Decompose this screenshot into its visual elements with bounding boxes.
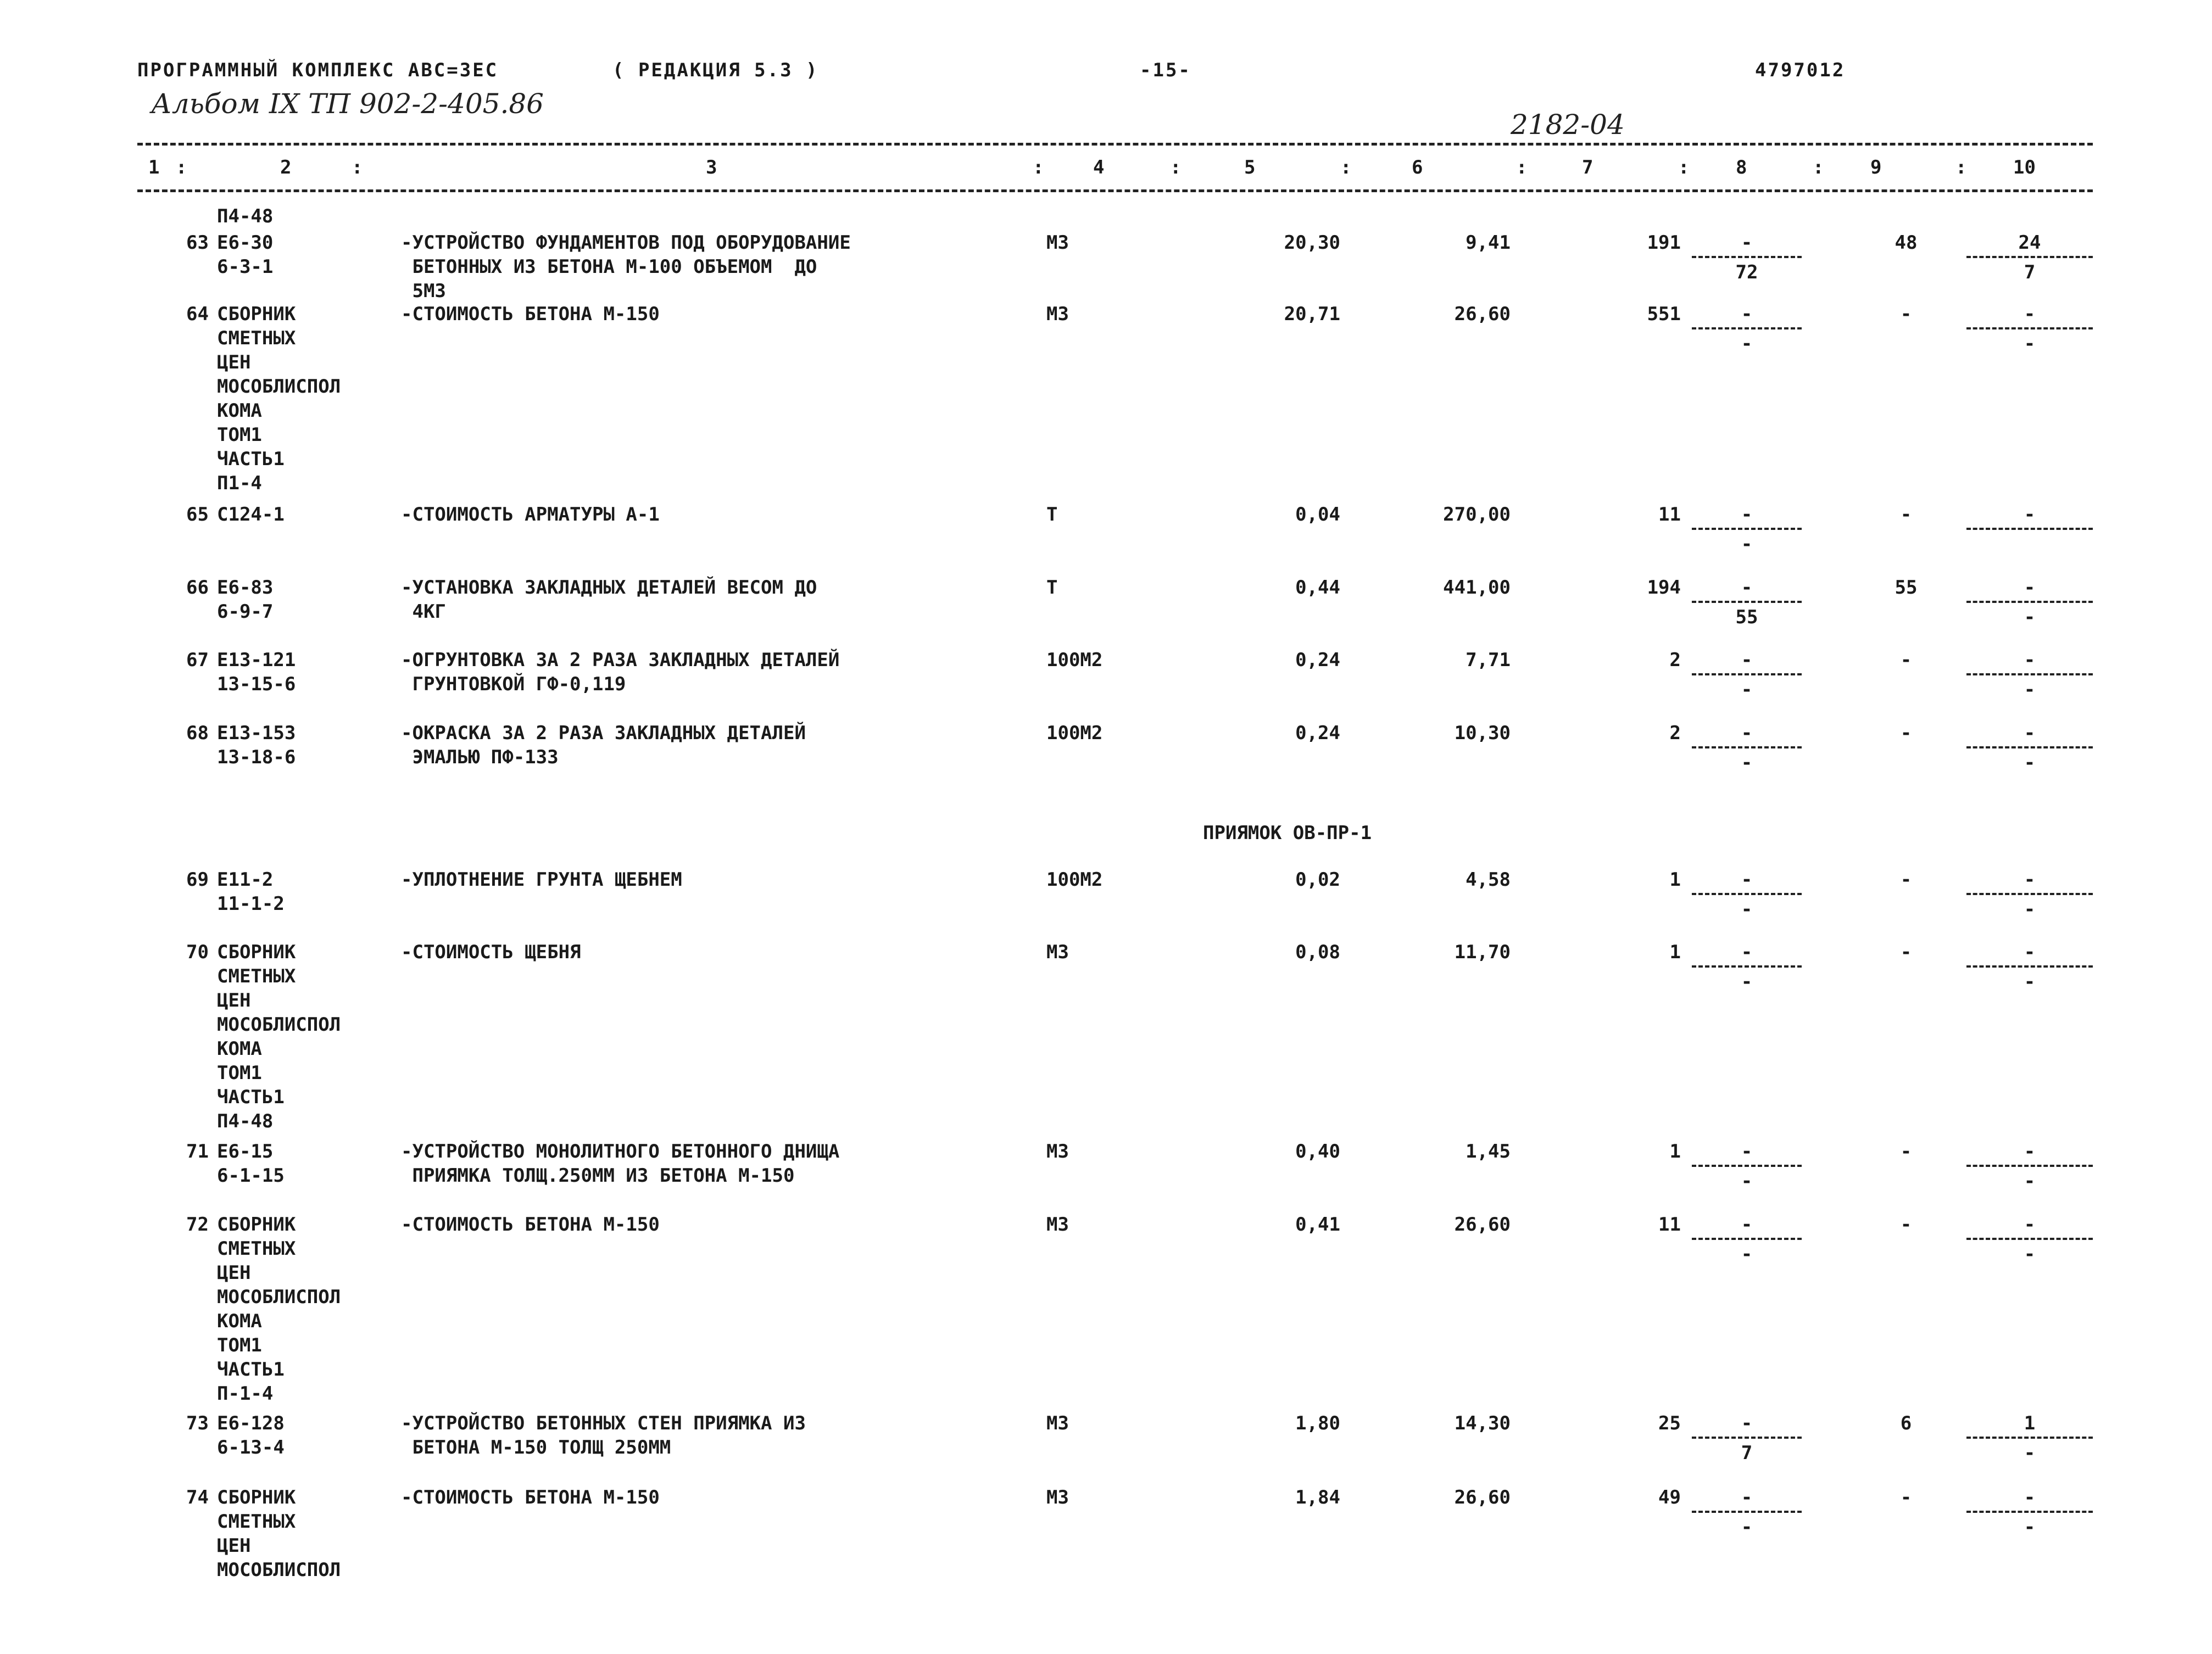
program-title: ПРОГРАММНЫЙ КОМПЛЕКС АВС=3ЕС (137, 59, 499, 81)
row-col8 (1692, 502, 1802, 557)
row-col9: - (1900, 941, 1912, 963)
row-number: 70 (186, 941, 209, 963)
row-unit-price: 14,30 (1454, 1412, 1511, 1434)
row-col10 (1966, 940, 2093, 995)
row-col8-bottom: - (1741, 1516, 1753, 1538)
row-col10-top: - (2024, 649, 2036, 671)
row-col10 (1966, 1139, 2093, 1194)
row-col8 (1692, 302, 1802, 357)
row-col8-top: - (1741, 1487, 1753, 1508)
row-col10-rule (1966, 1165, 2093, 1167)
row-col8-top: - (1741, 1214, 1753, 1236)
row-number: 72 (186, 1214, 209, 1236)
row-code: СБОРНИК СМЕТНЫХ ЦЕН МОСОБЛИСПОЛ КОМА ТОМ1 ЧАСТЬ1 П4-48 (217, 941, 341, 1132)
row-col10-bottom: - (2024, 606, 2036, 628)
row-col8-bottom: - (1741, 752, 1753, 774)
row-quantity: 0,44 (1295, 577, 1340, 599)
row-col8 (1692, 1411, 1802, 1466)
row-unit: Т (1046, 504, 1058, 526)
row-number: 68 (186, 722, 209, 744)
row-description: -СТОИМОСТЬ БЕТОНА М-150 (401, 303, 660, 325)
row-col8 (1692, 575, 1802, 630)
row-quantity: 20,71 (1284, 303, 1340, 325)
row-code: Е6-30 6-3-1 (217, 232, 274, 278)
row-unit: Т (1046, 577, 1058, 599)
row-unit-price: 11,70 (1454, 941, 1511, 963)
row-col8-bottom: 72 (1735, 261, 1758, 283)
album-handwritten: Альбом IX ТП 902-2-405.86 (151, 88, 544, 120)
row-col8-bottom: - (1741, 1170, 1753, 1192)
row-col8 (1692, 231, 1802, 286)
row-total: 25 (1658, 1412, 1681, 1434)
row-col8 (1692, 648, 1802, 703)
row-col9: - (1900, 1214, 1912, 1236)
row-col10-top: 1 (2024, 1412, 2036, 1434)
row-col10-top: - (2024, 869, 2036, 891)
row-quantity: 0,24 (1295, 649, 1340, 671)
row-unit-price: 26,60 (1454, 303, 1511, 325)
document-number: 4797012 (1755, 59, 1846, 81)
row-col10-rule (1966, 673, 2093, 675)
row-col8-bottom: - (1741, 1243, 1753, 1265)
row-col10-bottom: - (2024, 898, 2036, 920)
col-10: 10 (2013, 157, 2036, 178)
row-unit: М3 (1046, 1214, 1069, 1236)
row-col10-top: - (2024, 1487, 2036, 1508)
row-total: 11 (1658, 504, 1681, 526)
page-number: -15- (1140, 59, 1191, 81)
row-unit-price: 4,58 (1466, 869, 1511, 891)
row-col10 (1966, 648, 2093, 703)
row-unit-price: 10,30 (1454, 722, 1511, 744)
row-col8 (1692, 1139, 1802, 1194)
row-unit-price: 270,00 (1443, 504, 1511, 526)
row-number: 71 (186, 1141, 209, 1163)
row-col8-rule (1692, 601, 1802, 603)
row-quantity: 1,80 (1295, 1412, 1340, 1434)
row-code: СБОРНИК СМЕТНЫХ ЦЕН МОСОБЛИСПОЛ КОМА ТОМ1 ЧАСТЬ1 П1-4 (217, 303, 341, 494)
row-total: 191 (1647, 232, 1681, 254)
row-col8-bottom: - (1741, 333, 1753, 355)
row-col8-rule (1692, 327, 1802, 329)
row-number: 73 (186, 1412, 209, 1434)
row-col8 (1692, 721, 1802, 776)
row-col10 (1966, 1411, 2093, 1466)
row-col8-bottom: - (1741, 533, 1753, 555)
row-number: 65 (186, 504, 209, 526)
row-description: -СТОИМОСТЬ БЕТОНА М-150 (401, 1214, 660, 1236)
header-rule-bottom (137, 189, 2093, 192)
row-code: С124-1 (217, 504, 285, 526)
row-col9: 55 (1895, 577, 1918, 599)
row-col10-rule (1966, 327, 2093, 329)
row-col8-top: - (1741, 303, 1753, 325)
row-total: 2 (1669, 722, 1681, 744)
row-col8-rule (1692, 1165, 1802, 1167)
row-description: -ОКРАСКА ЗА 2 РАЗА ЗАКЛАДНЫХ ДЕТАЛЕЙ ЭМАЛЬЮ ПФ-133 (401, 722, 806, 768)
section-title: ПРИЯМОК ОВ-ПР-1 (1203, 822, 1372, 844)
row-number: 66 (186, 577, 209, 599)
row-number: 69 (186, 869, 209, 891)
row-unit: М3 (1046, 232, 1069, 254)
row-col10 (1966, 721, 2093, 776)
row-col8-top: - (1741, 577, 1753, 599)
row-col10 (1966, 231, 2093, 286)
row-col10-bottom: - (2024, 1516, 2036, 1538)
row-col10-rule (1966, 1511, 2093, 1513)
col-2: 2 (280, 157, 292, 178)
row-total: 1 (1669, 869, 1681, 891)
row-description: -СТОИМОСТЬ АРМАТУРЫ А-1 (401, 504, 660, 526)
row-col10-top: - (2024, 577, 2036, 599)
row-quantity: 0,41 (1295, 1214, 1340, 1236)
row-col10-top: - (2024, 303, 2036, 325)
row-col8-rule (1692, 1437, 1802, 1439)
row-col8-top: - (1741, 941, 1753, 963)
row-col10-rule (1966, 893, 2093, 895)
col-7: 7 (1582, 157, 1593, 178)
row-col10-rule (1966, 1238, 2093, 1240)
row-code: Е6-83 6-9-7 (217, 577, 274, 623)
row-col8-top: - (1741, 722, 1753, 744)
col-4: 4 (1093, 157, 1105, 178)
row-quantity: 1,84 (1295, 1487, 1340, 1508)
row-col10 (1966, 575, 2093, 630)
row-col8-bottom: 55 (1735, 606, 1758, 628)
row-number: 67 (186, 649, 209, 671)
row-unit: М3 (1046, 303, 1069, 325)
row-col9: 48 (1895, 232, 1918, 254)
row-col8-rule (1692, 965, 1802, 968)
row-unit-price: 26,60 (1454, 1214, 1511, 1236)
row-col9: - (1900, 1487, 1912, 1508)
row-col9: - (1900, 504, 1912, 526)
col-6: 6 (1412, 157, 1423, 178)
row-number: 74 (186, 1487, 209, 1508)
row-col8-top: - (1741, 649, 1753, 671)
document-page: ПРОГРАММНЫЙ КОМПЛЕКС АВС=3ЕС ( РЕДАКЦИЯ 5.3 ) -15- 4797012 Альбом IX ТП 902-2-405.86 2182-04 1 2 3 4 5 6 7 8 9 10 : : : : : : : : : ПРИЯМОК ОВ-ПР-1 П4-48 63 Е6-30 6-3-1 -УСТРОЙСТВО ФУНДАМЕНТОВ ПОД ОБОРУДОВАНИЕ БЕТОННЫХ ИЗ БЕТОНА М-100 ОБЪЕМОМ ДО 5М3 М3 20,30 9,41 191 - 72 48 24 7 64 СБОРНИК СМЕТНЫХ ЦЕН МОСОБЛИСПОЛ КОМА ТОМ1 ЧАСТЬ1 П1-4 -СТОИМОСТЬ БЕТОНА М-150 М3 20,71 26,60 551 - - - - - 65 С124-1 -СТОИМОСТЬ АРМАТУРЫ А-1 Т 0,04 270,00 11 - - - - 66 Е6-83 6-9-7 -УСТАНОВКА ЗАКЛАДНЫХ ДЕТАЛЕЙ ВЕСОМ ДО 4КГ Т 0,44 441,00 194 - 55 55 - - 67 Е13-121 13-15-6 -ОГРУНТОВКА ЗА 2 РАЗА ЗАКЛАДНЫХ ДЕТАЛЕЙ ГРУНТОВКОЙ ГФ-0,119 100М2 0,24 7,71 2 - - - - - 68 Е13-153 13-18-6 -ОКРАСКА ЗА 2 РАЗА ЗАКЛАДНЫХ ДЕТАЛЕЙ ЭМАЛЬЮ ПФ-133 100М2 0,24 10,30 2 - - - - - 69 Е11-2 11-1-2 -УПЛОТНЕНИЕ ГРУНТА ЩЕБНЕМ 100М2 0,02 4,58 1 - - - - - 70 СБОРНИК СМЕТНЫХ ЦЕН МОСОБЛИСПОЛ КОМА ТОМ1 ЧАСТЬ1 П4-48 -СТОИМОСТЬ ЩЕБНЯ М3 0,08 11,70 1 - - - - - 71 Е6-15 6-1-15 -УСТРОЙСТВО МОНОЛИТНОГО БЕТОННОГО ДНИЩА ПРИЯМКА ТОЛЩ.250ММ ИЗ БЕТОНА М-150 М3 0,40 1,45 1 - - - - - 72 СБОРНИК СМЕТНЫХ ЦЕН МОСОБЛИСПОЛ КОМА ТОМ1 ЧАСТЬ1 П-1-4 -СТОИМОСТЬ БЕТОНА М-150 М3 0,41 26,60 11 - - - - - 73 Е6-128 6-13-4 -УСТРОЙСТВО БЕТОННЫХ СТЕН ПРИЯМКА ИЗ БЕТОНА М-150 ТОЛЩ 250ММ М3 1,80 14,30 25 - 7 6 1 - 74 СБОРНИК СМЕТНЫХ ЦЕН МОСОБЛИСПОЛ -СТОИМОСТЬ БЕТОНА М-150 М3 1,84 26,60 49 - - - - - (0, 0, 2212, 1654)
row-total: 1 (1669, 1141, 1681, 1163)
row-col10 (1966, 1212, 2093, 1267)
row-number: 63 (186, 232, 209, 254)
row-col10 (1966, 302, 2093, 357)
row-col10-bottom: - (2024, 1442, 2036, 1464)
row-col10-top: - (2024, 1141, 2036, 1163)
row-col8-bottom: - (1741, 971, 1753, 993)
row-total: 2 (1669, 649, 1681, 671)
row-unit: М3 (1046, 1141, 1069, 1163)
col-8: 8 (1736, 157, 1747, 178)
row-col10-bottom: - (2024, 752, 2036, 774)
row-col10-rule (1966, 746, 2093, 748)
row-col8-rule (1692, 673, 1802, 675)
row-unit-price: 7,71 (1466, 649, 1511, 671)
row-quantity: 0,40 (1295, 1141, 1340, 1163)
row-col9: - (1900, 722, 1912, 744)
row-description: -ОГРУНТОВКА ЗА 2 РАЗА ЗАКЛАДНЫХ ДЕТАЛЕЙ ГРУНТОВКОЙ ГФ-0,119 (401, 649, 840, 695)
col-1: 1 (148, 157, 160, 178)
row-col8-bottom: - (1741, 679, 1753, 701)
row-col8-top: - (1741, 1412, 1753, 1434)
row-col10-bottom: - (2024, 1170, 2036, 1192)
row-col9: 6 (1900, 1412, 1912, 1434)
row-quantity: 0,02 (1295, 869, 1340, 891)
row-col10-bottom: - (2024, 679, 2036, 701)
row-unit: М3 (1046, 941, 1069, 963)
row-description: -СТОИМОСТЬ ЩЕБНЯ (401, 941, 581, 963)
row-col8 (1692, 940, 1802, 995)
row-code: СБОРНИК СМЕТНЫХ ЦЕН МОСОБЛИСПОЛ (217, 1487, 341, 1581)
row-total: 11 (1658, 1214, 1681, 1236)
row-col10 (1966, 502, 2093, 557)
row-col8-rule (1692, 1511, 1802, 1513)
row-unit: 100М2 (1046, 869, 1103, 891)
row-total: 49 (1658, 1487, 1681, 1508)
row-total: 1 (1669, 941, 1681, 963)
row-unit: 100М2 (1046, 649, 1103, 671)
row-description: -СТОИМОСТЬ БЕТОНА М-150 (401, 1487, 660, 1508)
row-col8-top: - (1741, 232, 1753, 254)
row-unit: 100М2 (1046, 722, 1103, 744)
row-code: Е13-153 13-18-6 (217, 722, 296, 768)
row-unit-price: 1,45 (1466, 1141, 1511, 1163)
col-3: 3 (706, 157, 717, 178)
row-col10-top: - (2024, 941, 2036, 963)
row-col8 (1692, 1485, 1802, 1540)
row-col9: - (1900, 869, 1912, 891)
row-col8 (1692, 1212, 1802, 1267)
row-col10-rule (1966, 528, 2093, 530)
row-description: -УСТРОЙСТВО ФУНДАМЕНТОВ ПОД ОБОРУДОВАНИЕ БЕТОННЫХ ИЗ БЕТОНА М-100 ОБЪЕМОМ ДО 5М3 (401, 232, 851, 302)
col-9: 9 (1870, 157, 1882, 178)
row-total: 194 (1647, 577, 1681, 599)
row-unit-price: 26,60 (1454, 1487, 1511, 1508)
row-description: -УСТРОЙСТВО МОНОЛИТНОГО БЕТОННОГО ДНИЩА ПРИЯМКА ТОЛЩ.250ММ ИЗ БЕТОНА М-150 (401, 1141, 840, 1187)
row-col10-top: - (2024, 1214, 2036, 1236)
row-unit: М3 (1046, 1487, 1069, 1508)
row-quantity: 20,30 (1284, 232, 1340, 254)
row-col8-top: - (1741, 504, 1753, 526)
row-quantity: 0,04 (1295, 504, 1340, 526)
row-number: 64 (186, 303, 209, 325)
row-col8-rule (1692, 528, 1802, 530)
row-unit-price: 441,00 (1443, 577, 1511, 599)
row-col10-rule (1966, 256, 2093, 258)
row-col10-bottom: - (2024, 1243, 2036, 1265)
row-col8-rule (1692, 1238, 1802, 1240)
row-col8-bottom: 7 (1741, 1442, 1753, 1464)
row-quantity: 0,24 (1295, 722, 1340, 744)
row-col10 (1966, 868, 2093, 923)
row-pre-code: П4-48 (217, 205, 274, 227)
row-col9: - (1900, 303, 1912, 325)
row-col10 (1966, 1485, 2093, 1540)
row-code: Е6-128 6-13-4 (217, 1412, 285, 1459)
row-unit: М3 (1046, 1412, 1069, 1434)
row-col8-top: - (1741, 1141, 1753, 1163)
row-col8-bottom: - (1741, 898, 1753, 920)
row-quantity: 0,08 (1295, 941, 1340, 963)
row-code: СБОРНИК СМЕТНЫХ ЦЕН МОСОБЛИСПОЛ КОМА ТОМ1 ЧАСТЬ1 П-1-4 (217, 1214, 341, 1405)
row-col8-rule (1692, 256, 1802, 258)
edition-label: ( РЕДАКЦИЯ 5.3 ) (612, 59, 819, 81)
row-description: -УСТРОЙСТВО БЕТОННЫХ СТЕН ПРИЯМКА ИЗ БЕТОНА М-150 ТОЛЩ 250ММ (401, 1412, 806, 1459)
row-col10-bottom: - (2024, 333, 2036, 355)
col-5: 5 (1244, 157, 1256, 178)
header-rule-top (137, 143, 2093, 146)
row-col10-rule (1966, 1437, 2093, 1439)
row-code: Е13-121 13-15-6 (217, 649, 296, 695)
row-col8-rule (1692, 893, 1802, 895)
row-total: 551 (1647, 303, 1681, 325)
row-col9: - (1900, 1141, 1912, 1163)
row-code: Е11-2 11-1-2 (217, 869, 285, 915)
row-col8-rule (1692, 746, 1802, 748)
code-handwritten: 2182-04 (1511, 109, 1625, 141)
row-col10-rule (1966, 601, 2093, 603)
row-code: Е6-15 6-1-15 (217, 1141, 285, 1187)
row-col10-rule (1966, 965, 2093, 968)
row-description: -УСТАНОВКА ЗАКЛАДНЫХ ДЕТАЛЕЙ ВЕСОМ ДО 4КГ (401, 577, 817, 623)
row-col9: - (1900, 649, 1912, 671)
row-description: -УПЛОТНЕНИЕ ГРУНТА ЩЕБНЕМ (401, 869, 682, 891)
row-col10-bottom: - (2024, 971, 2036, 993)
row-col8-top: - (1741, 869, 1753, 891)
row-col10-top: - (2024, 722, 2036, 744)
row-col10-bottom: 7 (2024, 261, 2036, 283)
row-col10-top: 24 (2018, 232, 2041, 254)
row-col10-top: - (2024, 504, 2036, 526)
row-col8 (1692, 868, 1802, 923)
row-unit-price: 9,41 (1466, 232, 1511, 254)
